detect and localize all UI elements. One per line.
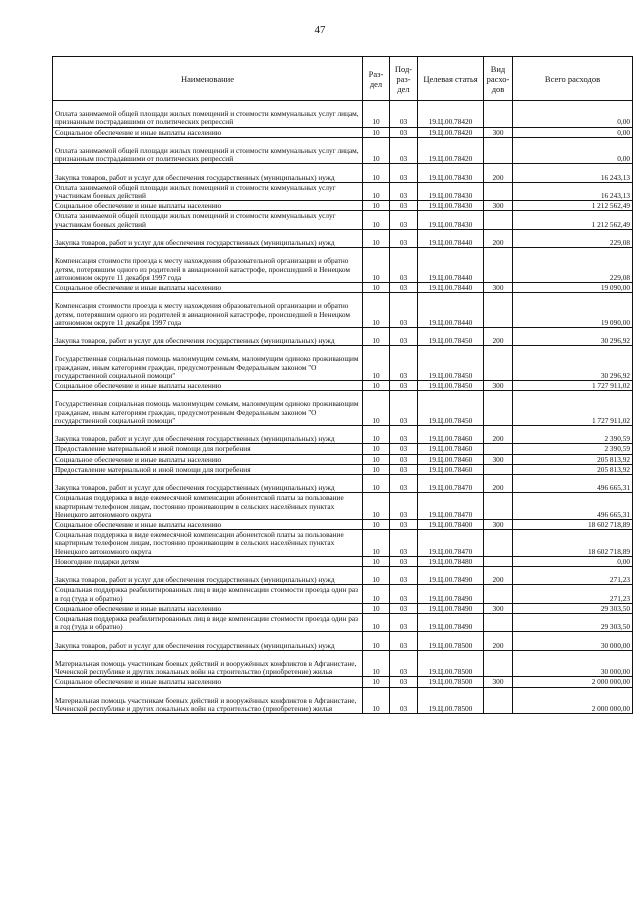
row-podrazdel: 03 (390, 211, 418, 229)
row-razdel: 10 (363, 464, 390, 474)
row-name: Закупка товаров, работ и услуг для обеспечения государственных (муниципальных) нужд (53, 632, 363, 650)
row-razdel: 10 (363, 327, 390, 345)
row-total: 496 665,31 (513, 493, 633, 520)
row-razdel: 10 (363, 520, 390, 530)
row-razdel: 10 (363, 444, 390, 454)
row-total: 30 296,92 (513, 327, 633, 345)
row-vid (484, 687, 513, 714)
row-statya: 19.Ц.00.78460 (418, 454, 484, 464)
row-name: Закупка товаров, работ и услуг для обеспечения государственных (муниципальных) нужд (53, 566, 363, 584)
row-vid: 200 (484, 426, 513, 444)
row-podrazdel: 03 (390, 454, 418, 464)
row-razdel: 10 (363, 613, 390, 631)
row-name: Социальное обеспечение и иные выплаты населению (53, 603, 363, 613)
row-vid (484, 650, 513, 677)
row-razdel: 10 (363, 346, 390, 381)
table-row (53, 454, 633, 464)
row-total: 2 390,59 (513, 426, 633, 444)
row-vid: 300 (484, 282, 513, 292)
row-statya: 19.Ц.00.78470 (418, 530, 484, 557)
row-vid: 200 (484, 327, 513, 345)
row-vid: 300 (484, 677, 513, 687)
row-podrazdel: 03 (390, 381, 418, 391)
row-total: 205 813,92 (513, 464, 633, 474)
row-total: 271,23 (513, 566, 633, 584)
row-podrazdel: 03 (390, 444, 418, 454)
row-statya: 19.Ц.00.78470 (418, 475, 484, 493)
row-podrazdel: 03 (390, 426, 418, 444)
row-vid (484, 211, 513, 229)
row-podrazdel: 03 (390, 248, 418, 283)
table-row (53, 566, 633, 584)
row-razdel: 10 (363, 493, 390, 520)
table-row (53, 493, 633, 520)
row-name: Компенсация стоимости проезда к месту нахождения образовательной организации и обратно детям, потерявшим одного из родителей в авиационной катастрофе, происшедшей в Ненецком автономном округе 11 декабря 1997 года (53, 293, 363, 328)
table-row (53, 677, 633, 687)
table-row (53, 603, 633, 613)
row-total: 1 727 911,02 (513, 381, 633, 391)
row-vid: 200 (484, 566, 513, 584)
row-name: Социальная поддержка реабилитированных лиц в виде компенсации стоимости проезда один раз в год (туда и обратно) (53, 585, 363, 603)
row-statya: 19.Ц.00.78500 (418, 677, 484, 687)
table-row (53, 520, 633, 530)
row-vid (484, 137, 513, 164)
row-total: 16 243,13 (513, 164, 633, 182)
row-total: 18 602 718,89 (513, 520, 633, 530)
table-row (53, 137, 633, 164)
row-total: 271,23 (513, 585, 633, 603)
row-vid: 300 (484, 381, 513, 391)
row-name: Социальное обеспечение и иные выплаты населению (53, 520, 363, 530)
row-razdel: 10 (363, 164, 390, 182)
row-razdel: 10 (363, 556, 390, 566)
row-name: Социальное обеспечение и иные выплаты населению (53, 454, 363, 464)
row-vid (484, 101, 513, 128)
table-row (53, 201, 633, 211)
row-statya: 19.Ц.00.78460 (418, 426, 484, 444)
row-razdel: 10 (363, 687, 390, 714)
table-row (53, 211, 633, 229)
row-name: Предоставление материальной и иной помощи для погребения (53, 464, 363, 474)
row-statya: 19.Ц.00.78430 (418, 201, 484, 211)
row-name: Социальное обеспечение и иные выплаты населению (53, 381, 363, 391)
row-razdel: 10 (363, 282, 390, 292)
row-statya: 19.Ц.00.78460 (418, 464, 484, 474)
row-podrazdel: 03 (390, 201, 418, 211)
row-razdel: 10 (363, 391, 390, 426)
row-vid (484, 464, 513, 474)
row-podrazdel: 03 (390, 327, 418, 345)
row-total: 19 090,00 (513, 293, 633, 328)
row-podrazdel: 03 (390, 137, 418, 164)
header-razdel: Раз-дел (363, 57, 390, 101)
row-total: 2 000 000,00 (513, 677, 633, 687)
row-podrazdel: 03 (390, 293, 418, 328)
row-total: 2 390,59 (513, 444, 633, 454)
row-vid: 300 (484, 201, 513, 211)
row-razdel: 10 (363, 650, 390, 677)
row-razdel: 10 (363, 229, 390, 247)
row-podrazdel: 03 (390, 603, 418, 613)
row-total: 1 212 562,49 (513, 211, 633, 229)
row-statya: 19.Ц.00.78440 (418, 293, 484, 328)
row-podrazdel: 03 (390, 127, 418, 137)
row-total: 2 000 000,00 (513, 687, 633, 714)
table-body (53, 101, 633, 714)
row-name: Компенсация стоимости проезда к месту нахождения образовательной организации и обратно детям, потерявшим одного из родителей в авиационной катастрофе, происшедшей в Ненецком автономном округе 11 декабря 1997 года (53, 248, 363, 283)
row-name: Закупка товаров, работ и услуг для обеспечения государственных (муниципальных) нужд (53, 327, 363, 345)
row-vid (484, 556, 513, 566)
row-total: 496 665,31 (513, 475, 633, 493)
row-razdel: 10 (363, 293, 390, 328)
row-name: Оплата занимаемой общей площади жилых помещений и стоимости коммунальных услуг участникам боевых действий (53, 211, 363, 229)
table-row (53, 444, 633, 454)
row-razdel: 10 (363, 475, 390, 493)
row-razdel: 10 (363, 137, 390, 164)
table-row (53, 650, 633, 677)
row-statya: 19.Ц.00.78450 (418, 327, 484, 345)
row-name: Закупка товаров, работ и услуг для обеспечения государственных (муниципальных) нужд (53, 475, 363, 493)
header-total: Всего расходов (513, 57, 633, 101)
row-statya: 19.Ц.00.78440 (418, 229, 484, 247)
row-podrazdel: 03 (390, 346, 418, 381)
row-total: 1 727 911,02 (513, 391, 633, 426)
table-row (53, 613, 633, 631)
row-podrazdel: 03 (390, 556, 418, 566)
row-podrazdel: 03 (390, 475, 418, 493)
row-vid (484, 585, 513, 603)
row-statya: 19.Ц.00.78450 (418, 391, 484, 426)
table-row (53, 426, 633, 444)
page-number: 47 (314, 24, 326, 36)
row-name: Социальное обеспечение и иные выплаты населению (53, 127, 363, 137)
row-total: 1 212 562,49 (513, 201, 633, 211)
row-name: Социальное обеспечение и иные выплаты населению (53, 677, 363, 687)
row-razdel: 10 (363, 426, 390, 444)
row-razdel: 10 (363, 603, 390, 613)
row-podrazdel: 03 (390, 101, 418, 128)
row-statya: 19.Ц.00.78440 (418, 282, 484, 292)
row-total: 0,00 (513, 137, 633, 164)
row-statya: 19.Ц.00.78450 (418, 381, 484, 391)
row-vid (484, 391, 513, 426)
row-name: Государственная социальная помощь малоимущим семьям, малоимущим одиноко проживающим гражданам, иным категориям граждан, предусмотренным Федеральным законом "О государственной социальной помощи" (53, 391, 363, 426)
row-name: Социальная поддержка реабилитированных лиц в виде компенсации стоимости проезда один раз в год (туда и обратно) (53, 613, 363, 631)
row-razdel: 10 (363, 454, 390, 464)
row-total: 30 296,92 (513, 346, 633, 381)
row-podrazdel: 03 (390, 632, 418, 650)
row-total: 16 243,13 (513, 182, 633, 200)
row-total: 19 090,00 (513, 282, 633, 292)
row-podrazdel: 03 (390, 566, 418, 584)
table-row (53, 391, 633, 426)
row-total: 30 000,00 (513, 632, 633, 650)
row-vid (484, 182, 513, 200)
row-name: Оплата занимаемой общей площади жилых помещений и стоимости коммунальных услуг лицам, признанным пострадавшими от политических репрессий (53, 137, 363, 164)
row-vid (484, 346, 513, 381)
row-statya: 19.Ц.00.78440 (418, 248, 484, 283)
header-podrazdel: Под-раз-дел (390, 57, 418, 101)
row-razdel: 10 (363, 182, 390, 200)
header-vid: Вид расхо-дов (484, 57, 513, 101)
table-row (53, 556, 633, 566)
table-row (53, 687, 633, 714)
row-statya: 19.Ц.00.78420 (418, 137, 484, 164)
row-statya: 19.Ц.00.78420 (418, 101, 484, 128)
row-podrazdel: 03 (390, 585, 418, 603)
row-vid: 200 (484, 632, 513, 650)
row-total: 229,08 (513, 248, 633, 283)
row-name: Оплата занимаемой общей площади жилых помещений и стоимости коммунальных услуг участникам боевых действий (53, 182, 363, 200)
row-statya: 19.Ц.00.78480 (418, 556, 484, 566)
row-name: Социальная поддержка в виде ежемесячной компенсации абонентской платы за пользование квартирным телефоном лицам, постоянно проживающим в сельских населённых пунктах Ненецкого автономного округа (53, 530, 363, 557)
table-row (53, 164, 633, 182)
row-razdel: 10 (363, 677, 390, 687)
budget-table (52, 56, 633, 714)
table-row (53, 182, 633, 200)
row-razdel: 10 (363, 566, 390, 584)
row-total: 18 602 718,89 (513, 530, 633, 557)
table-row (53, 248, 633, 283)
row-name: Государственная социальная помощь малоимущим семьям, малоимущим одиноко проживающим гражданам, иным категориям граждан, предусмотренным Федеральным законом "О государственной социальной помощи" (53, 346, 363, 381)
row-name: Социальное обеспечение и иные выплаты населению (53, 282, 363, 292)
table-row (53, 346, 633, 381)
row-statya: 19.Ц.00.78460 (418, 444, 484, 454)
row-name: Новогодние подарки детям (53, 556, 363, 566)
table-row (53, 632, 633, 650)
row-name: Социальная поддержка в виде ежемесячной компенсации абонентской платы за пользование квартирным телефоном лицам, постоянно проживающим в сельских населённых пунктах Ненецкого автономного округа (53, 493, 363, 520)
row-statya: 19.Ц.00.78400 (418, 520, 484, 530)
row-vid: 200 (484, 164, 513, 182)
row-razdel: 10 (363, 632, 390, 650)
row-vid (484, 493, 513, 520)
row-razdel: 10 (363, 101, 390, 128)
row-name: Социальное обеспечение и иные выплаты населению (53, 201, 363, 211)
row-statya: 19.Ц.00.78420 (418, 127, 484, 137)
row-podrazdel: 03 (390, 391, 418, 426)
row-name: Закупка товаров, работ и услуг для обеспечения государственных (муниципальных) нужд (53, 229, 363, 247)
table-row (53, 293, 633, 328)
row-podrazdel: 03 (390, 677, 418, 687)
row-statya: 19.Ц.00.78500 (418, 687, 484, 714)
row-total: 0,00 (513, 556, 633, 566)
header-name: Наименование (53, 57, 363, 101)
table-row (53, 282, 633, 292)
table-row (53, 127, 633, 137)
row-name: Материальная помощь участникам боевых действий и вооружённых конфликтов в Афганистане, Чеченской республике и других локальных войн на строительство (приобретение) жилья (53, 650, 363, 677)
row-statya: 19.Ц.00.78500 (418, 650, 484, 677)
table-row (53, 464, 633, 474)
row-podrazdel: 03 (390, 182, 418, 200)
row-statya: 19.Ц.00.78490 (418, 566, 484, 584)
table-row (53, 229, 633, 247)
row-statya: 19.Ц.00.78490 (418, 603, 484, 613)
row-razdel: 10 (363, 585, 390, 603)
row-statya: 19.Ц.00.78430 (418, 164, 484, 182)
row-statya: 19.Ц.00.78450 (418, 346, 484, 381)
row-vid (484, 248, 513, 283)
table-row (53, 530, 633, 557)
row-name: Предоставление материальной и иной помощи для погребения (53, 444, 363, 454)
table-row (53, 585, 633, 603)
table-row (53, 475, 633, 493)
row-podrazdel: 03 (390, 493, 418, 520)
row-vid (484, 530, 513, 557)
row-vid: 300 (484, 127, 513, 137)
table-row (53, 101, 633, 128)
row-vid (484, 613, 513, 631)
row-vid: 200 (484, 475, 513, 493)
row-razdel: 10 (363, 211, 390, 229)
row-total: 30 000,00 (513, 650, 633, 677)
row-name: Оплата занимаемой общей площади жилых помещений и стоимости коммунальных услуг лицам, признанным пострадавшими от политических репрессий (53, 101, 363, 128)
row-podrazdel: 03 (390, 650, 418, 677)
row-statya: 19.Ц.00.78490 (418, 613, 484, 631)
row-vid (484, 444, 513, 454)
table-header-row (53, 57, 633, 101)
row-podrazdel: 03 (390, 520, 418, 530)
row-total: 205 813,92 (513, 454, 633, 464)
header-statya: Целевая статья (418, 57, 484, 101)
row-podrazdel: 03 (390, 464, 418, 474)
row-statya: 19.Ц.00.78430 (418, 182, 484, 200)
row-total: 0,00 (513, 101, 633, 128)
row-podrazdel: 03 (390, 282, 418, 292)
row-vid: 300 (484, 520, 513, 530)
row-podrazdel: 03 (390, 687, 418, 714)
row-podrazdel: 03 (390, 229, 418, 247)
row-razdel: 10 (363, 381, 390, 391)
table-row (53, 327, 633, 345)
row-podrazdel: 03 (390, 164, 418, 182)
row-total: 29 303,50 (513, 603, 633, 613)
row-statya: 19.Ц.00.78430 (418, 211, 484, 229)
row-name: Закупка товаров, работ и услуг для обеспечения государственных (муниципальных) нужд (53, 426, 363, 444)
row-name: Материальная помощь участникам боевых действий и вооружённых конфликтов в Афганистане, Чеченской республике и других локальных войн на строительство (приобретение) жилья (53, 687, 363, 714)
row-vid (484, 293, 513, 328)
row-vid: 200 (484, 229, 513, 247)
row-vid: 300 (484, 603, 513, 613)
row-podrazdel: 03 (390, 530, 418, 557)
row-razdel: 10 (363, 127, 390, 137)
row-razdel: 10 (363, 248, 390, 283)
row-name: Закупка товаров, работ и услуг для обеспечения государственных (муниципальных) нужд (53, 164, 363, 182)
row-total: 29 303,50 (513, 613, 633, 631)
row-razdel: 10 (363, 201, 390, 211)
row-total: 0,00 (513, 127, 633, 137)
row-podrazdel: 03 (390, 613, 418, 631)
row-total: 229,08 (513, 229, 633, 247)
row-statya: 19.Ц.00.78470 (418, 493, 484, 520)
table-row (53, 381, 633, 391)
row-statya: 19.Ц.00.78500 (418, 632, 484, 650)
row-vid: 300 (484, 454, 513, 464)
row-statya: 19.Ц.00.78490 (418, 585, 484, 603)
row-razdel: 10 (363, 530, 390, 557)
